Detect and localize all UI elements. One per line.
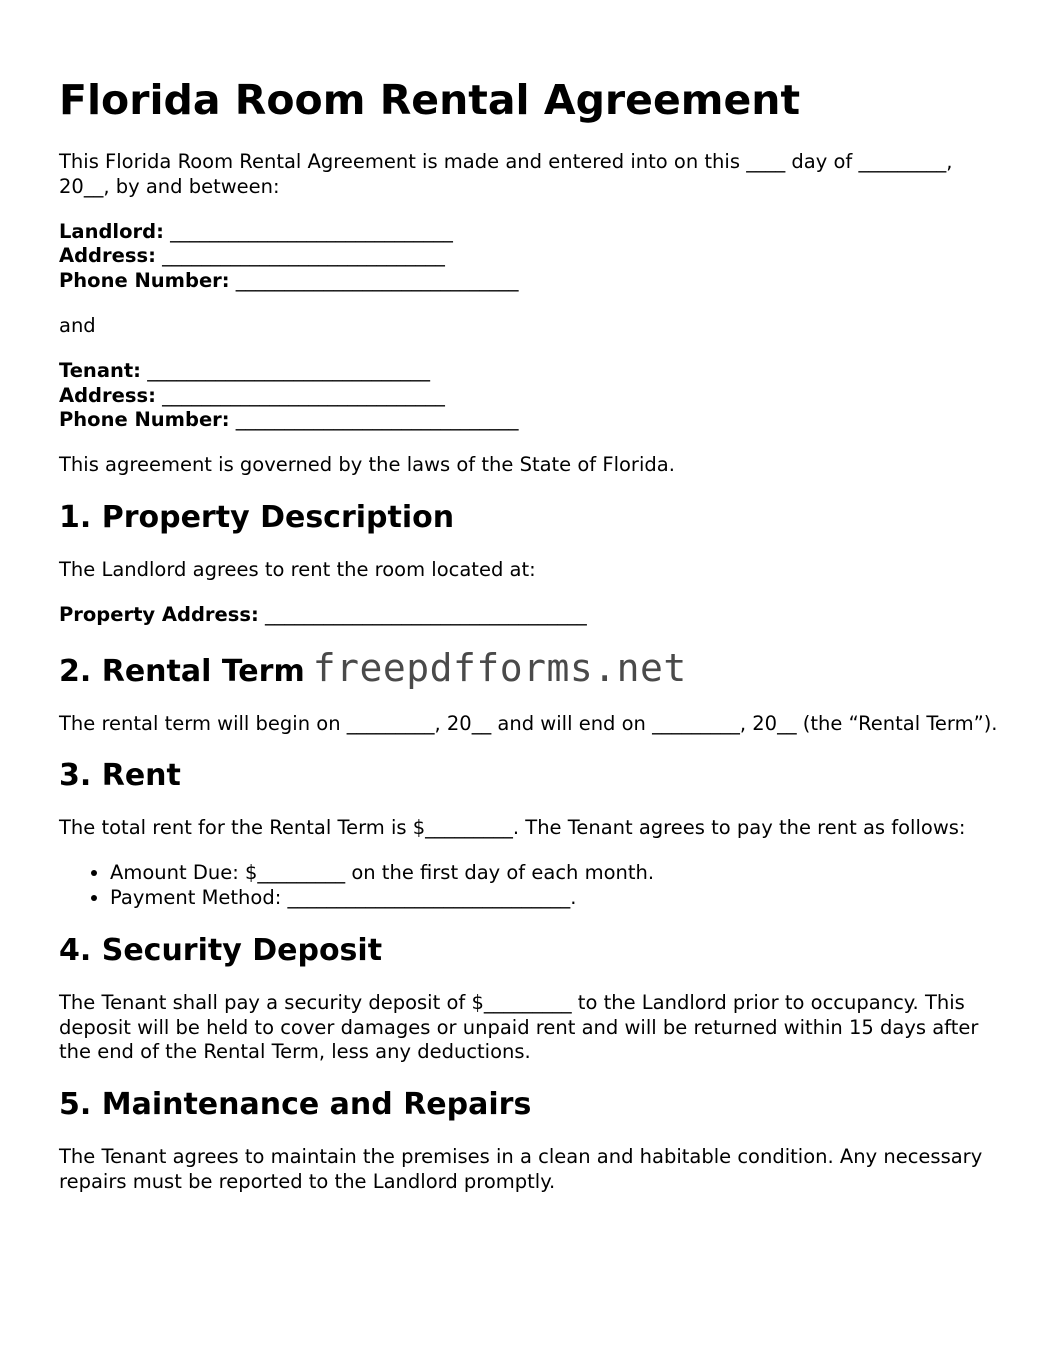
section-5-heading: 5. Maintenance and Repairs [59,1087,532,1123]
landlord-name-label: Landlord: [59,219,164,243]
document-title: Florida Room Rental Agreement [59,76,801,124]
landlord-phone-label: Phone Number: [59,269,230,293]
intro-paragraph: This Florida Room Rental Agreement is made and entered into on this ____ day of _________, 20__, by and between: [59,150,953,198]
tenant-phone-row [59,408,999,433]
watermark-text: freepdfforms.net [312,645,687,690]
property-address-blank: _________________________________ [265,602,587,626]
section-4-heading: 4. Security Deposit [59,932,383,968]
tenant-fields [59,359,999,433]
tenant-address-row [59,384,999,409]
landlord-address-row [59,244,999,269]
section-4-text: The Tenant shall pay a security deposit of $_________ to the Landlord prior to occupancy. This deposit will be held to cover damages or unpaid rent and will be returned within 15 days after the end of the Rental Term, less any deductions. [59,990,979,1064]
property-address-row [59,603,999,628]
list-item: • Payment Method: _____________________________. [110,886,999,911]
rent-terms-list [59,861,999,911]
and-text: and [59,313,96,337]
landlord-phone-blank: _____________________________ [235,269,519,293]
landlord-phone-row [59,269,999,294]
section-1-heading: 1. Property Description [59,499,455,535]
governing-law-text: This agreement is governed by the laws of the State of Florida. [59,453,675,477]
section-2-heading: 2. Rental Term [59,653,305,689]
list-item: • Amount Due: $_________ on the first day of each month. [110,861,999,886]
tenant-phone-label: Phone Number: [59,408,230,432]
property-address-label: Property Address: [59,602,259,626]
tenant-address-label: Address: [59,383,156,407]
section-1-text: The Landlord agrees to rent the room located at: [59,557,536,581]
section-2-text: The rental term will begin on _________, 20__ and will end on _________, 20__ (the “Rental Term”). [59,711,998,735]
landlord-address-label: Address: [59,244,156,268]
section-3-text: The total rent for the Rental Term is $_________. The Tenant agrees to pay the rent as follows: [59,816,966,840]
tenant-phone-blank: _____________________________ [235,408,519,432]
tenant-address-blank: _____________________________ [162,383,445,407]
section-2-heading-row [59,645,999,692]
section-3-heading: 3. Rent [59,758,181,794]
tenant-name-label: Tenant: [59,358,141,382]
tenant-name-blank: _____________________________ [147,358,430,382]
landlord-fields [59,220,999,294]
landlord-name-blank: _____________________________ [170,219,453,243]
landlord-address-blank: _____________________________ [162,244,445,268]
document-page [59,72,999,1215]
section-5-text: The Tenant agrees to maintain the premises in a clean and habitable condition. Any necessary repairs must be reported to the Landlord promptly. [59,1145,983,1193]
tenant-name-row [59,359,999,384]
landlord-name-row [59,220,999,245]
